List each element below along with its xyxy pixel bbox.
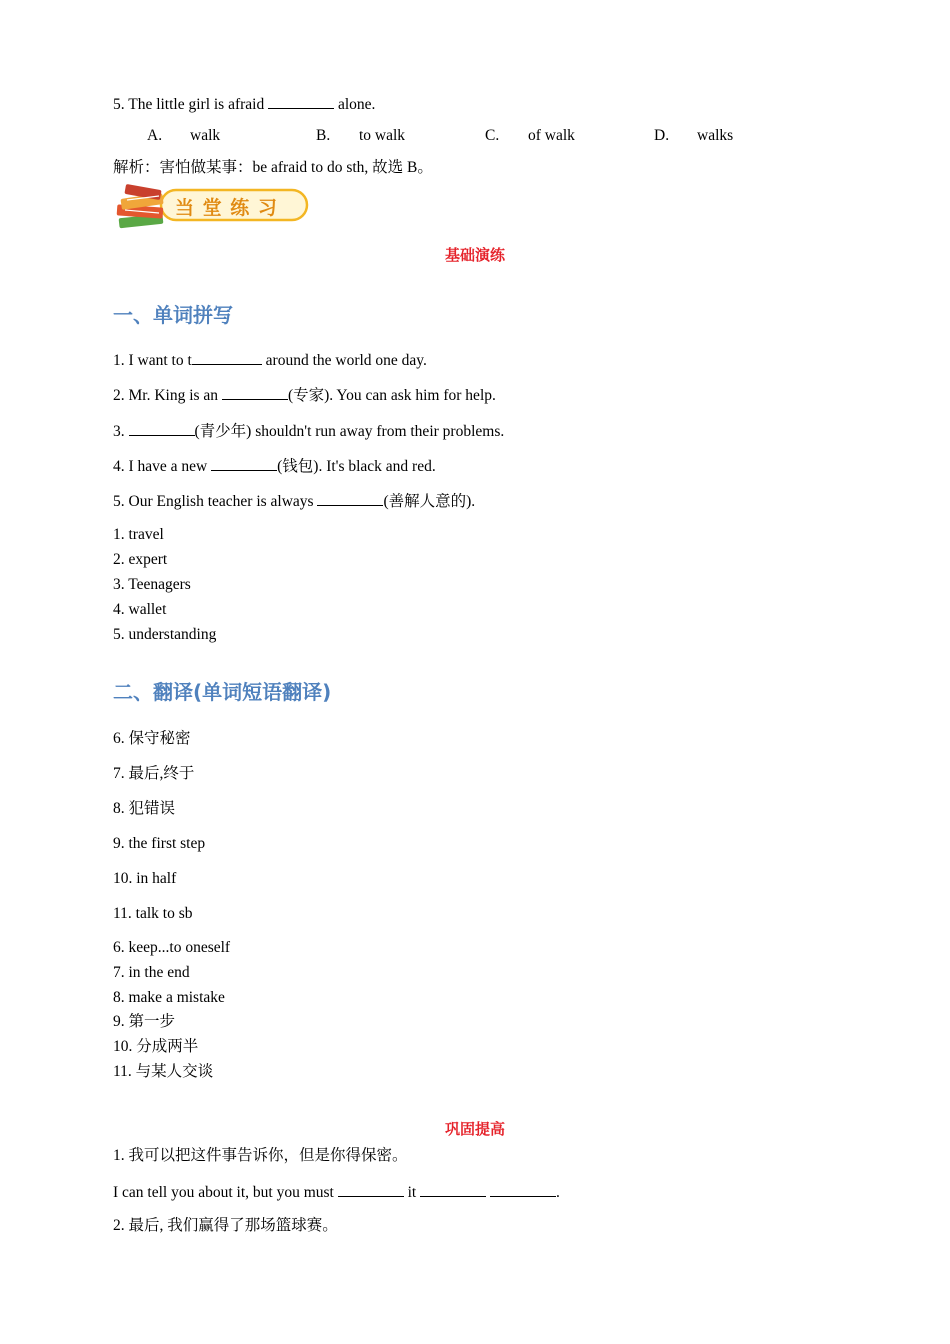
option-a-text: walk xyxy=(190,127,221,144)
question-stem: 5. The little girl is afraid xyxy=(113,96,269,113)
answer-blank xyxy=(211,456,277,471)
sentence-q2-chinese: 2. 最后, 我们赢得了那场篮球赛。 xyxy=(113,1217,338,1234)
item-text: (专家). You can ask him for help. xyxy=(287,387,496,404)
translation-answer-9: 9. 第一步 xyxy=(113,1013,176,1030)
option-b-letter: B. xyxy=(316,127,331,144)
spelling-item-1 xyxy=(113,350,427,371)
item-text: . xyxy=(555,1184,560,1201)
spelling-answer-5: 5. understanding xyxy=(113,626,217,643)
item-text: 2. Mr. King is an xyxy=(113,387,222,404)
spelling-item-5 xyxy=(113,491,475,512)
item-text: 5. Our English teacher is always xyxy=(113,493,318,510)
analysis-text: 解析：害怕做某事：be afraid to do sth, 故选 B。 xyxy=(113,159,433,176)
item-text: 1. I want to t xyxy=(113,352,192,369)
answer-blank xyxy=(129,421,195,436)
question-stem-end: alone. xyxy=(334,96,376,113)
option-d-letter: D. xyxy=(654,127,670,144)
translation-item-11: 11. talk to sb xyxy=(113,905,193,922)
option-c-letter: C. xyxy=(485,127,500,144)
option-d-text: walks xyxy=(697,127,734,144)
spelling-item-4 xyxy=(113,456,436,477)
answer-blank xyxy=(420,1182,486,1197)
translation-answer-7: 7. in the end xyxy=(113,964,190,981)
answer-blank xyxy=(317,491,383,506)
item-text: I can tell you about it, but you must xyxy=(113,1184,338,1201)
item-text: (青少年) shouldn't run away from their problems. xyxy=(194,423,505,440)
item-text: it xyxy=(403,1184,421,1201)
section-title-improve: 巩固提高 xyxy=(444,1120,505,1138)
translation-item-8: 8. 犯错误 xyxy=(113,800,176,817)
spelling-answer-4: 4. wallet xyxy=(113,601,167,618)
answer-blank xyxy=(338,1182,404,1197)
spelling-answer-1: 1. travel xyxy=(113,526,164,543)
item-text: (钱包). It's black and red. xyxy=(277,458,436,475)
translation-answer-6: 6. keep...to oneself xyxy=(113,939,231,956)
translation-item-9: 9. the first step xyxy=(113,835,206,852)
sentence-q1-english xyxy=(113,1182,560,1203)
question-5 xyxy=(113,94,375,115)
answer-blank xyxy=(490,1182,556,1197)
option-c-text: of walk xyxy=(528,127,575,144)
banner-label: 当 堂 练 习 xyxy=(175,197,278,219)
spelling-answer-3: 3. Teenagers xyxy=(113,576,191,593)
practice-banner xyxy=(113,184,313,234)
answer-blank xyxy=(222,385,288,400)
spelling-item-2 xyxy=(113,385,496,406)
item-text: around the world one day. xyxy=(261,352,427,369)
part1-title: 一、单词拼写 xyxy=(113,303,233,327)
part2-title: 二、翻译(单词短语翻译) xyxy=(113,680,332,704)
option-b-text: to walk xyxy=(359,127,406,144)
answer-blank xyxy=(268,94,334,109)
translation-answer-8: 8. make a mistake xyxy=(113,989,225,1006)
translation-answer-10: 10. 分成两半 xyxy=(113,1038,199,1055)
translation-answer-11: 11. 与某人交谈 xyxy=(113,1063,214,1080)
translation-item-7: 7. 最后,终于 xyxy=(113,765,195,782)
section-title-basic: 基础演练 xyxy=(444,246,505,264)
item-text: 3. xyxy=(113,423,129,440)
item-text: 4. I have a new xyxy=(113,458,212,475)
spelling-item-3 xyxy=(113,421,504,442)
spelling-answer-2: 2. expert xyxy=(113,551,168,568)
answer-blank xyxy=(192,350,262,365)
option-a-letter: A. xyxy=(147,127,163,144)
item-text: (善解人意的). xyxy=(383,493,476,510)
translation-item-6: 6. 保守秘密 xyxy=(113,730,191,747)
translation-item-10: 10. in half xyxy=(113,870,177,887)
sentence-q1-chinese: 1. 我可以把这件事告诉你，但是你得保密。 xyxy=(113,1147,408,1164)
